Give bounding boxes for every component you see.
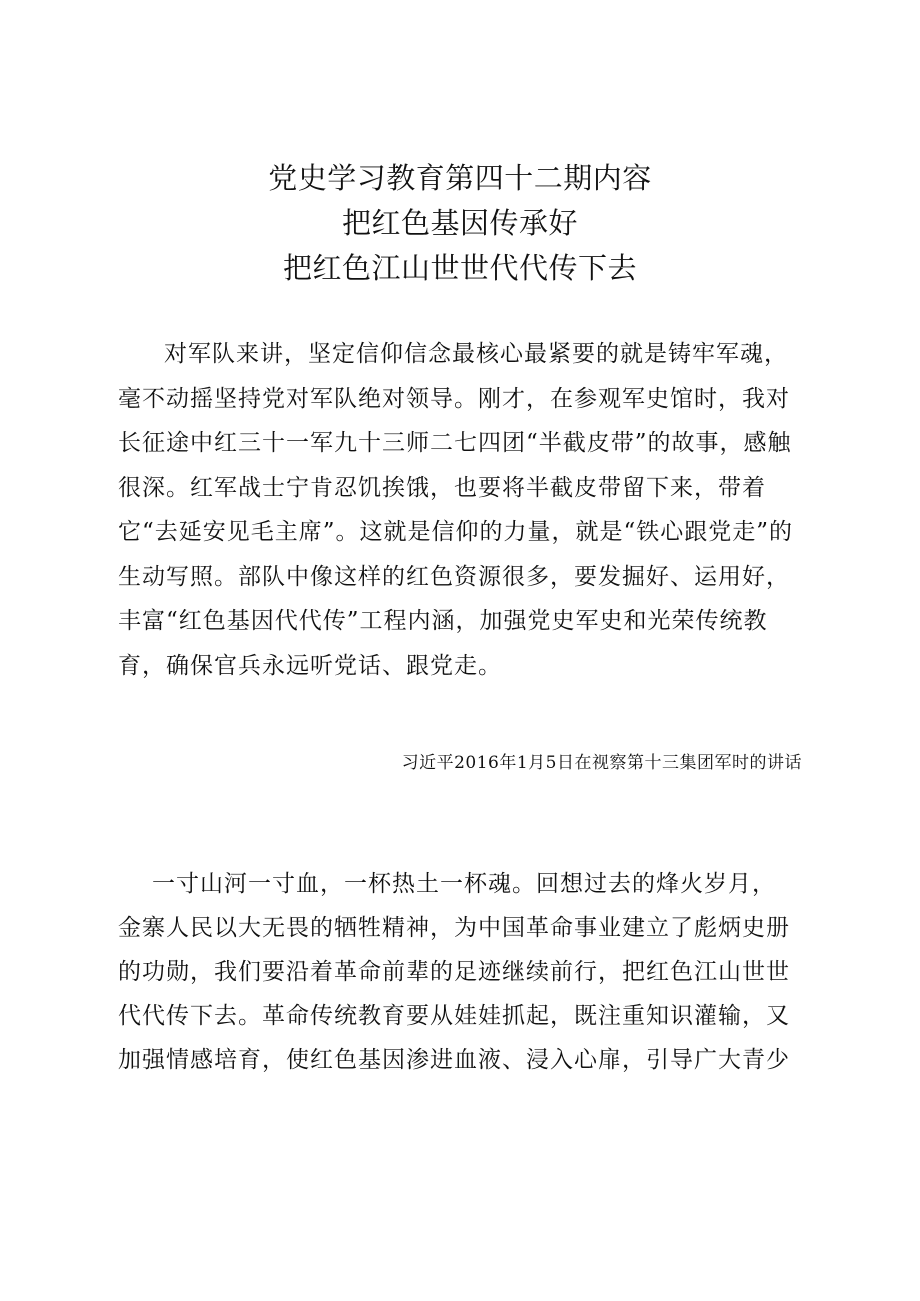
- quote-paragraph-1: 对军队来讲，坚定信仰信念最核心最紧要的就是铸牢军魂，毫不动摇坚持党对军队绝对领导。刚才，在参观军史馆时，我对长征途中红三十一军九十三师二七四团“半截皮带”的故事，感触很深。红军战士宁肯忍饥挨饿，也要将半截皮带留下来，带着它“去延安见毛主席”。这就是信仰的力量，就是“铁心跟党走”的生动写照。部队中像这样的红色资源很多，要发掘好、运用好，丰富“红色基因代代传”工程内涵，加强党史军史和光荣传统教育，确保官兵永远听党话、跟党走。: [118, 341, 794, 679]
- quote-attribution: 习近平2016年1月5日在视察第十三集团军时的讲话: [401, 753, 802, 773]
- document-title: [0, 156, 920, 291]
- title-line-2: 把红色基因传承好: [341, 206, 578, 240]
- quote-paragraph-2: 一寸山河一寸血，一杯热土一杯魂。回想过去的烽火岁月，金寨人民以大无畏的牺牲精神，为中国革命事业建立了彪炳史册的功勋，我们要沿着革命前辈的足迹继续前行，把红色江山世世代代传下去。革命传统教育要从娃娃抓起，既注重知识灌输，又加强情感培育，使红色基因渗进血液、浸入心扉，引导广大青少: [118, 871, 790, 1073]
- title-line-1: 党史学习教育第四十二期内容: [268, 161, 652, 195]
- title-line-3: 把红色江山世世代代传下去: [282, 251, 637, 285]
